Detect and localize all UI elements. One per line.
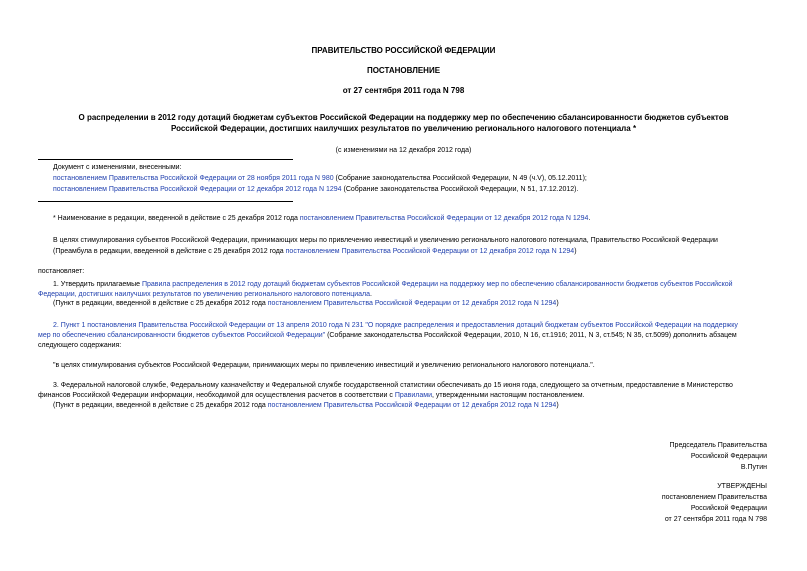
changes-note: (с изменениями на 12 декабря 2012 года): [335, 147, 472, 154]
paragraph-3-note-link[interactable]: постановлением Правительства Российской Федерации от 12 декабря 2012 года N 1294: [267, 402, 557, 409]
paragraph-1-line-2: Федерации, достигших наилучших результатов по увеличению регионального налогового потенциала.: [38, 291, 372, 298]
paragraph-3-line-1: 3. Федеральной налоговой службе, Федеральному казначейству и Федеральной службе государственной статистики обеспечивать до 15 июня года, следующего за отчетным, предоставление в Министерство: [53, 382, 733, 389]
paragraph-1-note: (Пункт в редакции, введенной в действие с 25 декабря 2012 года постановлением Правительства Российской Федерации от 12 декабря 2012 года N 1294): [53, 300, 559, 307]
document-date: от 27 сентября 2011 года N 798: [342, 86, 465, 95]
preamble-note-link[interactable]: постановлением Правительства Российской Федерации от 12 декабря 2012 года N 1294: [285, 248, 575, 255]
paragraph-3-note: (Пункт в редакции, введенной в действие с 25 декабря 2012 года постановлением Правительства Российской Федерации от 12 декабря 2012 года N 1294): [53, 402, 559, 409]
footnote: * Наименование в редакции, введенной в действие с 25 декабря 2012 года постановлением Правительства Российской Федерации от 12 декабря 2012 года N 1294.: [53, 215, 591, 222]
amendment-1-link[interactable]: постановлением Правительства Российской Федерации от 28 ноября 2011 года N 980: [53, 175, 334, 182]
approved-label: УТВЕРЖДЕНЫ: [717, 483, 767, 490]
rules-link-cont[interactable]: Федерации, достигших наилучших результатов по увеличению регионального налогового потенциала: [38, 291, 371, 298]
paragraph-3-line-2: финансов Российской Федерации информации, необходимой для осуществления расчетов в соответствии с Правилами, утвержденными настоящим постановлением.: [38, 392, 585, 399]
signature-name: В.Путин: [740, 464, 767, 471]
amendment-2-link[interactable]: постановлением Правительства Российской Федерации от 12 декабря 2012 года N 1294: [53, 186, 342, 193]
paragraph-2-line-1: [53, 321, 738, 330]
paragraph-2-line-3: следующего содержания:: [38, 342, 122, 349]
approved-line-4: от 27 сентября 2011 года N 798: [664, 516, 767, 523]
approved-line-3: Российской Федерации: [690, 505, 767, 512]
title-line-2: Российской Федерации, достигших наилучших результатов по увеличению регионального налогового потенциала *: [170, 124, 637, 133]
approved-line-2: постановлением Правительства: [661, 494, 767, 501]
footnote-link[interactable]: постановлением Правительства Российской Федерации от 12 декабря 2012 года N 1294: [299, 215, 589, 222]
document-type: ПОСТАНОВЛЕНИЕ: [366, 66, 441, 75]
signature-org: Российской Федерации: [690, 453, 767, 460]
amendment-1: постановлением Правительства Российской Федерации от 28 ноября 2011 года N 980 (Собрание законодательства Российской Федерации, N 49 (ч.V), 05.12.2011);: [53, 175, 587, 182]
paragraph-2-line-2: мер по обеспечению сбалансированности бюджетов субъектов Российской Федерации" (Собрание законодательства Российской Федерации, 2010, N 16, ст.1916; 2011, N 3, ст.545; N 35, ст.5099) дополнить абзацем: [38, 332, 737, 339]
preamble-note: (Преамбула в редакции, введенной в действие с 25 декабря 2012 года постановлением Правительства Российской Федерации от 12 декабря 2012 года N 1294): [53, 248, 577, 255]
resolves-label: постановляет:: [38, 268, 85, 275]
paragraph-1-note-link[interactable]: постановлением Правительства Российской Федерации от 12 декабря 2012 года N 1294: [267, 300, 557, 307]
resolution-231-link-cont[interactable]: мер по обеспечению сбалансированности бюджетов субъектов Российской Федерации": [38, 332, 326, 339]
signature-position: Председатель Правительства: [669, 442, 767, 449]
amendments-intro: Документ с изменениями, внесенными:: [53, 164, 182, 171]
title-line-1: О распределении в 2012 году дотаций бюджетам субъектов Российской Федерации на поддержку мер по обеспечению сбалансированности бюджетов субъектов: [78, 113, 729, 122]
divider-top: [38, 159, 293, 160]
divider-bottom: [38, 201, 293, 202]
quoted-text: "в целях стимулирования субъектов Российской Федерации, принимающих меры по привлечению инвестиций и увеличению регионального налогового потенциала.".: [53, 362, 595, 369]
rules-link[interactable]: Правила распределения в 2012 году дотаций бюджетам субъектов Российской Федерации на поддержку мер по обеспечению сбалансированности бюджетов субъектов Российской: [141, 281, 733, 288]
rules-ref-link[interactable]: Правилами: [394, 392, 433, 399]
resolution-231-link[interactable]: 2. Пункт 1 постановления Правительства Российской Федерации от 13 апреля 2010 года N 231 "О порядке распределения и предоставления дотаций бюджетам субъектов Российской Федерации на поддержку: [53, 322, 738, 329]
government-heading: ПРАВИТЕЛЬСТВО РОССИЙСКОЙ ФЕДЕРАЦИИ: [311, 46, 496, 55]
amendment-2: постановлением Правительства Российской Федерации от 12 декабря 2012 года N 1294 (Собрание законодательства Российской Федерации, N 51, 17.12.2012).: [53, 186, 579, 193]
paragraph-1-line-1: 1. Утвердить прилагаемые Правила распределения в 2012 году дотаций бюджетам субъектов Российской Федерации на поддержку мер по обеспечению сбалансированности бюджетов субъектов Российской: [53, 281, 733, 288]
preamble: В целях стимулирования субъектов Российской Федерации, принимающих меры по привлечению инвестиций и увеличению регионального налогового потенциала, Правительство Российской Федерации: [53, 237, 718, 244]
